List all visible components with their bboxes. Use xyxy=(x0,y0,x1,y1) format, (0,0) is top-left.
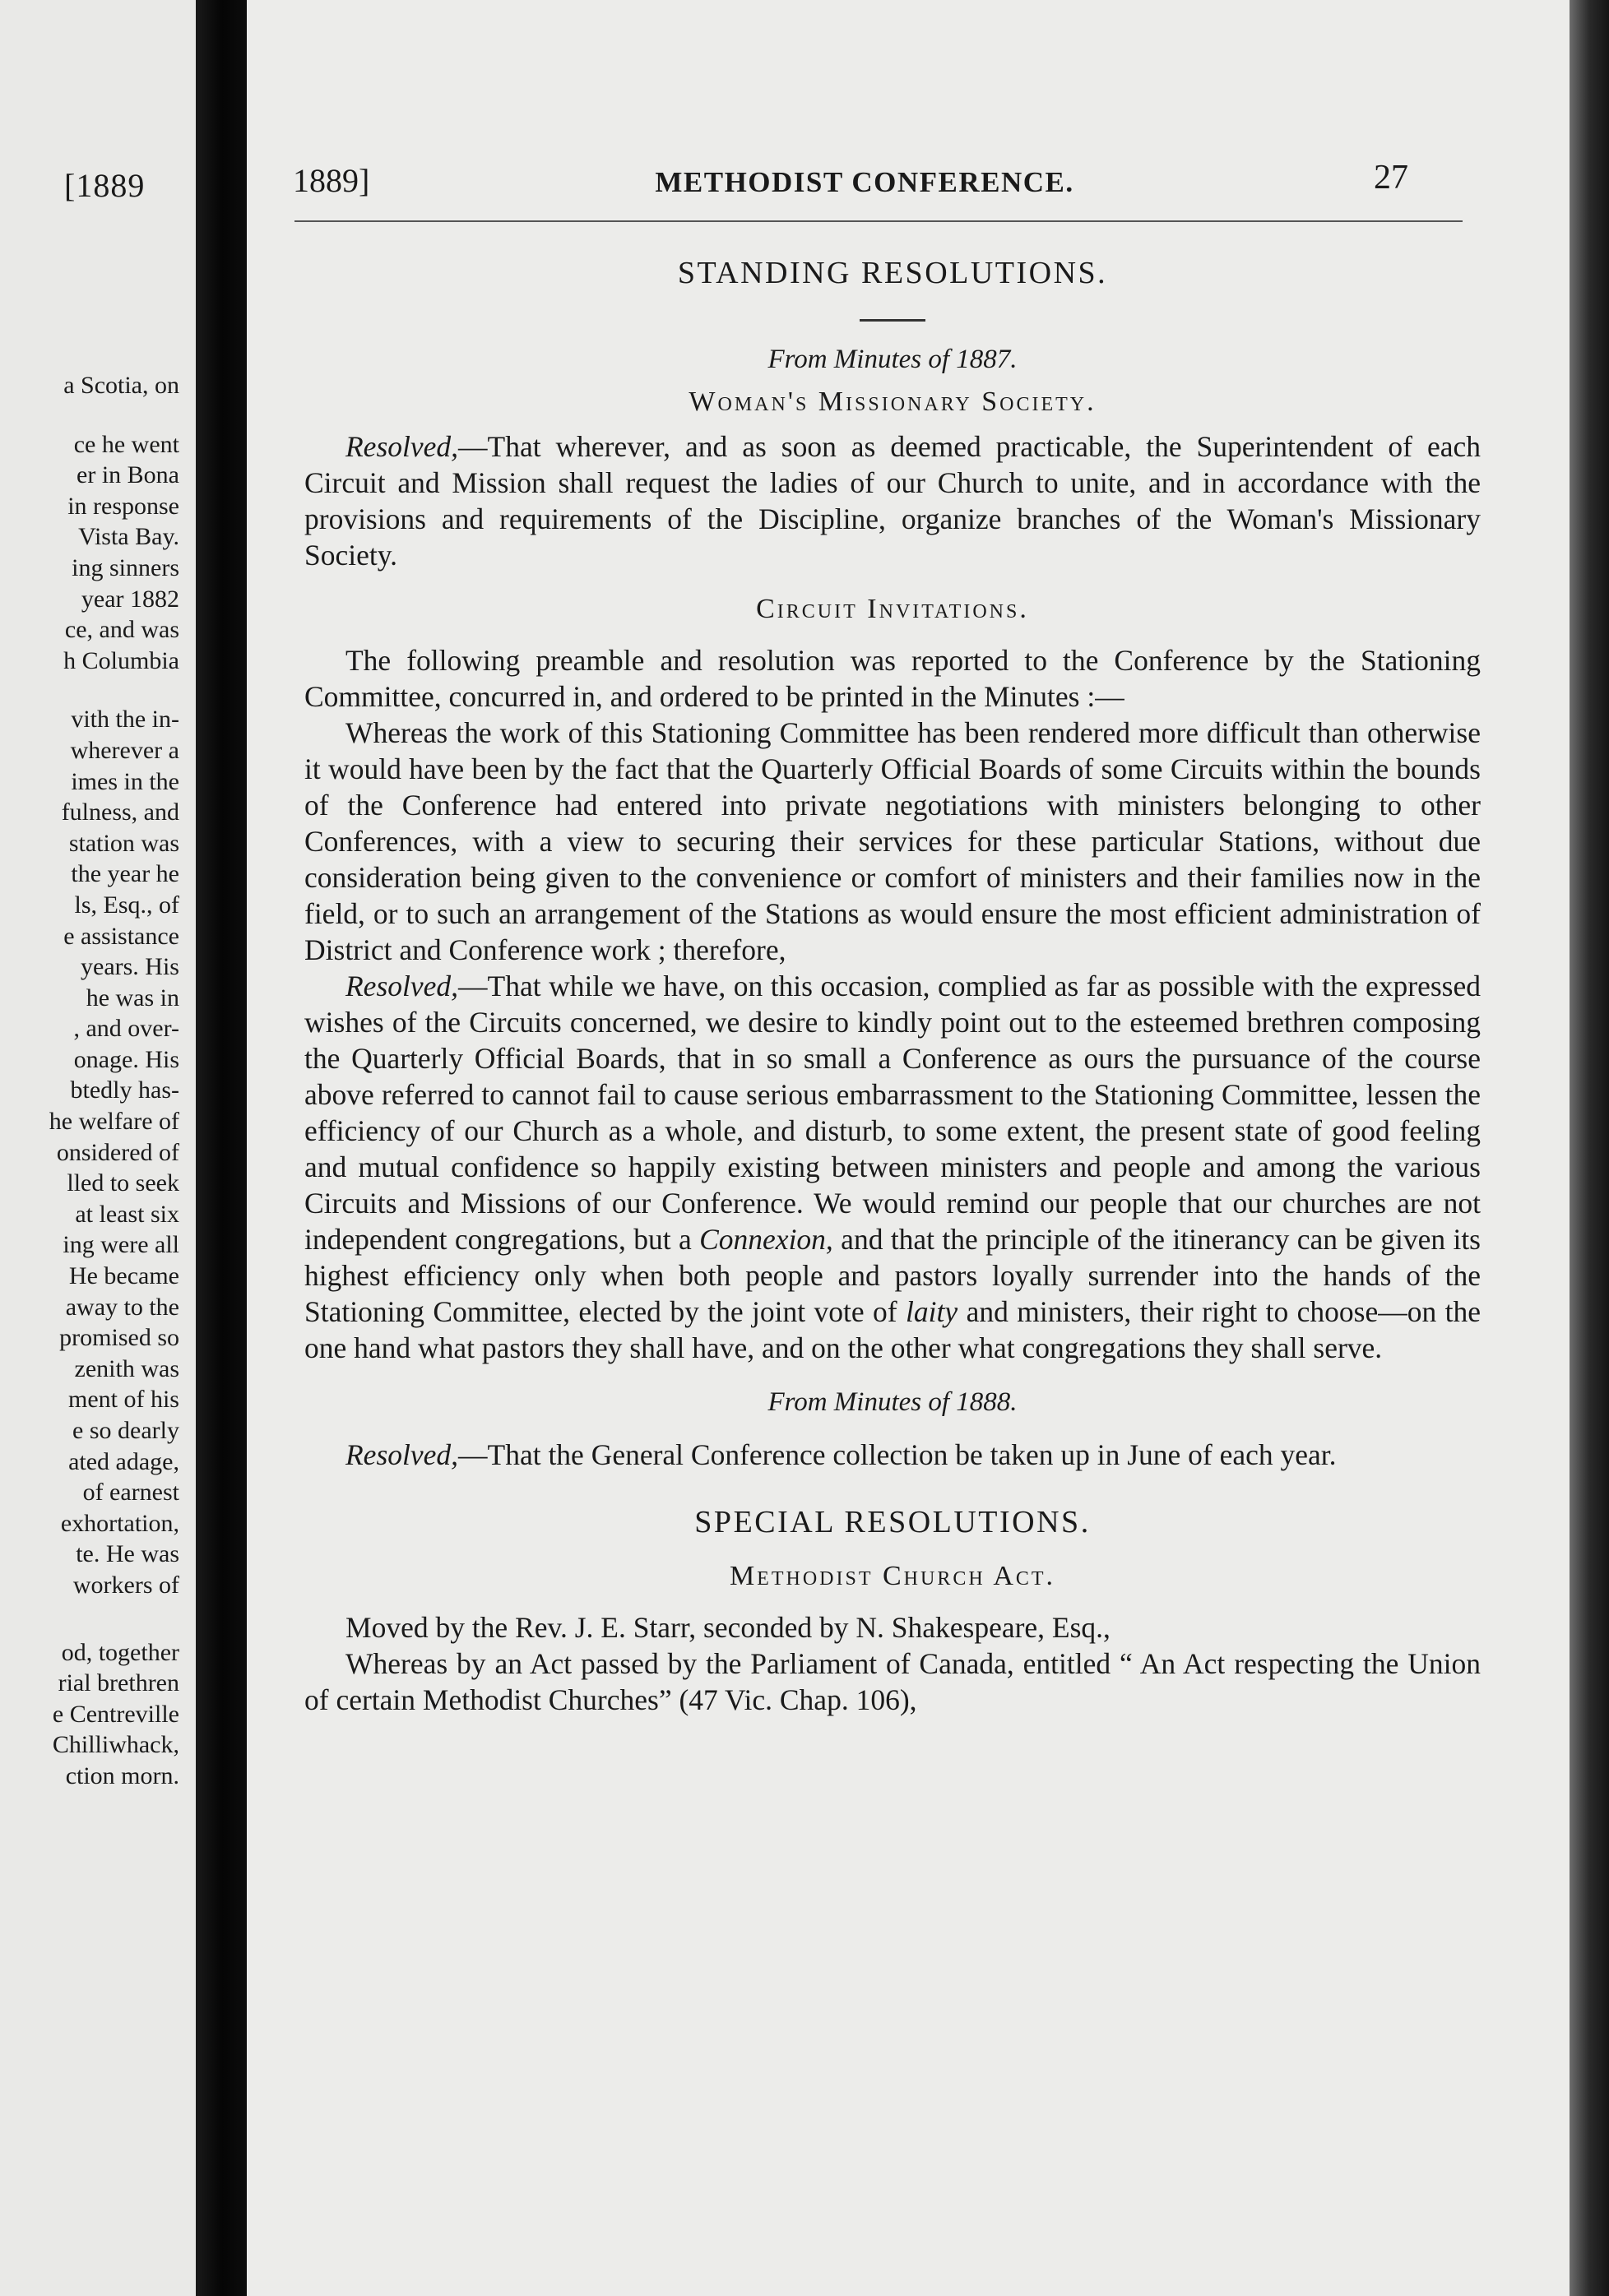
left-page-line: in response xyxy=(67,492,179,520)
header-year: 1889] xyxy=(293,162,370,199)
left-page-line: od, together xyxy=(61,1638,179,1666)
left-page-line: ated adage, xyxy=(68,1447,179,1475)
resolved-circuits-paragraph: Resolved,—That while we have, on this occasion, complied as far as possible with the expressed wishes of the Circuits concerned, we desire to kindly point out to the esteemed brethren composing the Quarterly Official Boards, that in so small a Conference as ours the pursuance of the course above referred to cannot fail to cause serious embarrassment to the Stationing Committee, lessen the efficiency of our Church as a whole, and disturb, to some extent, the present state of good feeling and mutual confidence so happily existing between ministers and people and among the various Circuits and Missions of our Conference. We would remind our people that our churches are not independent congregations, but a Connexion, and that the principle of the itinerancy can be given its highest efficiency only when both people and pastors loyally surrender into the hands of the Stationing Committee, elected by the joint vote of laity and ministers, their right to choose—on the one hand what pastors they shall have, and on the other what congregations they shall serve. xyxy=(304,970,1481,1364)
left-page-line: ing were all xyxy=(63,1231,179,1259)
minutes-1888-heading: From Minutes of 1888. xyxy=(767,1387,1018,1417)
header-rule xyxy=(294,220,1463,222)
left-page-line: lled to seek xyxy=(67,1169,179,1197)
left-page-line: vith the in- xyxy=(71,706,179,734)
page-body xyxy=(304,255,1481,1718)
left-page-line: imes in the xyxy=(71,767,179,795)
left-page-line: onsidered of xyxy=(56,1138,179,1166)
resolved-label: Resolved, xyxy=(345,430,459,463)
left-page-line: wherever a xyxy=(70,736,179,764)
page-edge xyxy=(1570,0,1609,2296)
left-page-line: te. He was xyxy=(76,1540,179,1568)
methodist-church-act-heading: Methodist Church Act. xyxy=(729,1561,1056,1591)
left-page-line: ce he went xyxy=(73,430,179,458)
left-page-line: e so dearly xyxy=(72,1417,179,1444)
left-page-line: Chilliwhack, xyxy=(52,1731,179,1759)
left-page-line: at least six xyxy=(75,1200,179,1228)
whereas-paragraph: Whereas the work of this Stationing Committee has been rendered more difficult than otherwise it would have been by the fact that the Quarterly Official Boards of some Circuits within the bounds of the Conference had entered into private negotiations with ministers belonging to other Conferences, with a view to securing their services for these particular Stations, without due consideration being given to the convenience or comfort of ministers and their families now in the field, or to such an arrangement of the Stations as would ensure the most efficient administration of District and Conference work ; therefore, xyxy=(304,716,1481,966)
left-page-line: , and over- xyxy=(73,1015,179,1043)
left-page-line: e Centreville xyxy=(52,1700,179,1728)
page-number: 27 xyxy=(1374,159,1408,197)
circuit-invitations-heading: Circuit Invitations. xyxy=(756,594,1029,624)
left-facing-page xyxy=(0,0,196,2296)
left-page-line: ing sinners xyxy=(72,553,179,581)
left-page-line: he welfare of xyxy=(49,1108,179,1136)
standing-resolutions-title: STANDING RESOLUTIONS. xyxy=(677,256,1108,290)
moved-by-line: Moved by the Rev. J. E. Starr, seconded by N. Shakespeare, Esq., xyxy=(345,1611,1111,1644)
left-page-line: He became xyxy=(68,1262,179,1290)
resolved-label: Resolved, xyxy=(345,970,459,1002)
left-page-line: ment of his xyxy=(68,1386,179,1414)
left-page-line: er in Bona xyxy=(77,461,179,489)
main-page xyxy=(247,0,1573,2296)
left-page-line: fulness, and xyxy=(61,799,179,826)
special-resolutions-title: SPECIAL RESOLUTIONS. xyxy=(694,1505,1091,1539)
left-page-line: away to the xyxy=(65,1293,179,1321)
left-page-line: year 1882 xyxy=(81,585,179,613)
left-page-line: ction morn. xyxy=(65,1761,179,1789)
left-page-line: e assistance xyxy=(63,922,179,950)
minutes-1887-heading: From Minutes of 1887. xyxy=(767,345,1018,374)
left-page-line: of earnest xyxy=(82,1479,179,1507)
womans-society-heading: Woman's Missionary Society. xyxy=(689,387,1097,417)
header-title: METHODIST CONFERENCE. xyxy=(655,166,1074,198)
left-page-line: station was xyxy=(68,829,179,857)
left-page-line: ce, and was xyxy=(64,616,179,644)
left-page-line: ls, Esq., of xyxy=(74,891,179,919)
left-page-text xyxy=(0,370,179,1792)
left-page-line: he was in xyxy=(86,984,179,1011)
circuit-intro: The following preamble and resolution was reported to the Conference by the Stationing Committee, concurred in, and ordered to be printed in the Minutes :— xyxy=(304,644,1481,713)
left-page-line: h Columbia xyxy=(63,646,179,674)
whereas-act-paragraph: Whereas by an Act passed by the Parliament of Canada, entitled “ An Act respecting the Union of certain Methodist Churches” (47 Vic. Chap. 106), xyxy=(304,1647,1481,1716)
left-page-line: Vista Bay. xyxy=(78,523,179,551)
left-page-line: rial brethren xyxy=(58,1669,179,1697)
left-page-line: exhortation, xyxy=(60,1509,179,1537)
left-page-line: zenith was xyxy=(74,1354,179,1382)
left-page-line: btedly has- xyxy=(70,1076,179,1104)
left-page-line: a Scotia, on xyxy=(63,372,179,399)
resolved-label: Resolved, xyxy=(345,1438,459,1471)
running-header xyxy=(247,161,1573,211)
title-divider xyxy=(860,319,925,322)
left-page-line: the year he xyxy=(71,860,179,888)
collection-resolution: Resolved,—That the General Conference collection be taken up in June of each year. xyxy=(345,1438,1337,1471)
left-page-line: onage. His xyxy=(73,1045,179,1073)
left-page-line: years. His xyxy=(81,953,179,981)
left-page-line: promised so xyxy=(59,1324,179,1352)
womans-resolution: Resolved,—That wherever, and as soon as deemed practicable, the Superintendent of each Circuit and Mission shall request the ladies of our Church to unite, and in accordance with the provisions and requirements of the Discipline, organize branches of the Woman's Missionary Society. xyxy=(304,430,1481,572)
left-page-line: workers of xyxy=(72,1571,179,1599)
left-page-header: [1889 xyxy=(64,167,146,204)
